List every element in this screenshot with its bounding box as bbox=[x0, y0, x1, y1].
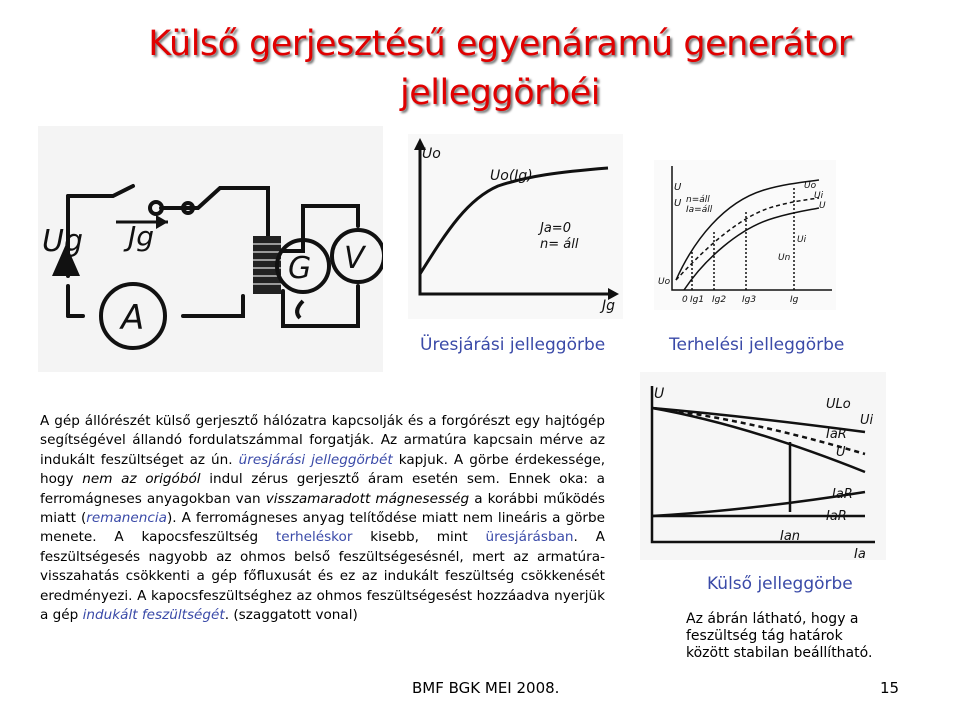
external-label-4: U bbox=[836, 445, 846, 460]
load-label-4: Uo bbox=[804, 181, 817, 191]
text-italic-residual-magnetism: visszamaradott mágnesesség bbox=[265, 490, 470, 507]
text-segment: kapjuk. A görbe érdekessége, hogy bbox=[40, 451, 606, 488]
noload-curve-label: Uo(Jg) bbox=[490, 168, 533, 184]
external-characteristic-chart bbox=[640, 372, 886, 560]
footer-text: BMF BGK MEI 2008. bbox=[412, 679, 560, 697]
circuit-jg-label: Jg bbox=[128, 220, 155, 253]
circuit-diagram bbox=[38, 126, 383, 372]
load-characteristic-chart bbox=[654, 160, 836, 310]
text-segment: . (szaggatott vonal) bbox=[224, 607, 358, 624]
text-highlight-remanence: remanencia bbox=[86, 510, 167, 527]
text-highlight-no-load: üresjárásban bbox=[485, 529, 574, 546]
circuit-ug-label: Ug bbox=[42, 224, 84, 259]
external-label-7: Ian bbox=[780, 529, 801, 544]
load-label-5: Ui bbox=[814, 191, 824, 201]
external-label-2: Ui bbox=[860, 413, 874, 428]
title-line-2: jelleggörbéi bbox=[400, 73, 600, 113]
external-label-1: ULo bbox=[826, 397, 851, 412]
load-label-12: Ig2 bbox=[712, 295, 727, 305]
description-paragraph bbox=[40, 412, 605, 625]
load-label-2: n=áll bbox=[686, 195, 710, 205]
external-label-5: IaR bbox=[832, 487, 853, 502]
external-label-3: IaR bbox=[826, 427, 847, 442]
noload-characteristic-chart bbox=[408, 134, 623, 319]
voltmeter-label: V bbox=[344, 241, 365, 276]
text-segment: A gép állórészét külső gerjesztő hálózatra kapcsolják és a forgórészt egy hajtógép segítségével állandó fordulatszámmal forgatják. Az armatúra kapcsain mérve az indukált feszültséget az ún. bbox=[40, 413, 605, 468]
load-label-13: Ig3 bbox=[742, 295, 757, 305]
load-label-6: U bbox=[819, 201, 826, 211]
load-label-14: Ig bbox=[790, 295, 799, 305]
slide-title bbox=[60, 20, 940, 118]
text-italic-origin: nem az origóból bbox=[82, 471, 201, 488]
text-segment: . A feszültségesés nagyobb az ohmos belső feszültségesésnél, mert az armatúra-visszahatás csökkenti a gép főfluxusát és ez az indukált feszültség csökkenését eredményezi. A kapocsfeszültséghez az ohmos feszültségesést hozzáadva nyerjük a gép bbox=[40, 529, 605, 624]
generator-label: G bbox=[288, 251, 312, 286]
noload-y-axis-label: Uo bbox=[422, 146, 441, 162]
noload-x-axis-label: Jg bbox=[602, 298, 616, 314]
external-label-0: U bbox=[654, 386, 665, 402]
load-caption: Terhelési jelleggörbe bbox=[669, 335, 845, 355]
text-segment: ). A ferromágneses anyag telítődése miatt nem lineáris a görbe menete. A kapocsfeszültség bbox=[40, 510, 605, 546]
load-label-1: U bbox=[674, 198, 682, 209]
load-label-10: 0 bbox=[682, 295, 688, 305]
external-label-8: Ia bbox=[854, 547, 866, 560]
noload-condition-1: Ja=0 bbox=[540, 221, 571, 236]
text-segment: a korábbi működés miatt ( bbox=[40, 490, 605, 527]
load-label-9: Uo bbox=[658, 277, 671, 287]
ammeter-label: A bbox=[121, 298, 145, 338]
text-highlight-noload-curve: üresjárási jelleggörbét bbox=[238, 451, 393, 468]
text-segment: indul zérus gerjesztő áram esetén sem. Ennek oka: a ferromágneses anyagokban van bbox=[40, 471, 605, 507]
external-characteristic-title: Külső jelleggörbe bbox=[707, 574, 853, 594]
load-label-0: U bbox=[674, 182, 682, 193]
noload-condition-2: n= áll bbox=[540, 237, 579, 252]
load-label-8: Un bbox=[778, 253, 791, 263]
external-label-6: IaR bbox=[826, 509, 847, 524]
external-characteristic-note: Az ábrán látható, hogy a feszültség tág határok között stabilan beállítható. bbox=[686, 611, 873, 661]
text-segment: kisebb, mint bbox=[370, 529, 468, 546]
text-highlight-under-load: terheléskor bbox=[275, 529, 353, 546]
load-label-3: Ia=áll bbox=[686, 205, 713, 215]
page-number: 15 bbox=[880, 679, 900, 697]
text-highlight-induced-voltage: indukált feszültségét bbox=[82, 607, 225, 624]
title-line-1: Külső gerjesztésű egyenáramú generátor bbox=[148, 24, 852, 64]
noload-caption: Üresjárási jelleggörbe bbox=[420, 335, 606, 355]
load-label-7: Ui bbox=[797, 235, 807, 245]
load-label-11: Ig1 bbox=[690, 295, 705, 305]
